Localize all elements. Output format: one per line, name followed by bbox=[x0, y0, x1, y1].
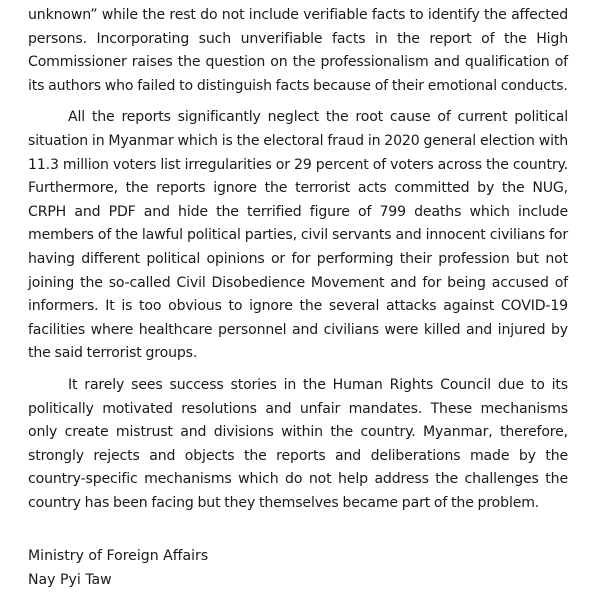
signoff-organization: Ministry of Foreign Affairs bbox=[28, 548, 209, 565]
document-page bbox=[28, 4, 568, 593]
paragraph-root-cause: All the reports significantly neglect the root cause of current political situation in Myanmar which is the electoral fraud in 2020 general election with 11.3 million voters list irregularities or 29 percent of voters across the country. Furthermore, the reports ignore the terrorist acts committed by the NUG, CRPH and PDF and hide the terrified figure of 799 deaths which include members of the lawful political parties, civil servants and innocent civilians for having different political opinions or for performing their profession but not joining the so-called Civil Disobedience Movement and for being accused of informers. It is too obvious to ignore the several attacks against COVID-19 facilities where healthcare personnel and civilians were killed and injured by the said terrorist groups. bbox=[28, 109, 568, 362]
paragraph-conclusion: It rarely sees success stories in the Human Rights Council due to its politically motivated resolutions and unfair mandates. These mechanisms only create mistrust and divisions within the country. Myanmar, therefore, strongly rejects and objects the reports and deliberations made by the country-specific mechanisms which do not help address the challenges the country has been facing but they themselves became part of the problem. bbox=[28, 376, 568, 511]
signoff-location: Nay Pyi Taw bbox=[28, 572, 112, 589]
signoff-block bbox=[28, 545, 568, 592]
paragraph-continuation: unknown” while the rest do not include verifiable facts to identify the affected persons. Incorporating such unverifiable facts in the report of the High Commissioner raises the question on the professionalism and qualification of its authors who failed to distinguish facts because of their emotional conducts. bbox=[28, 7, 568, 94]
